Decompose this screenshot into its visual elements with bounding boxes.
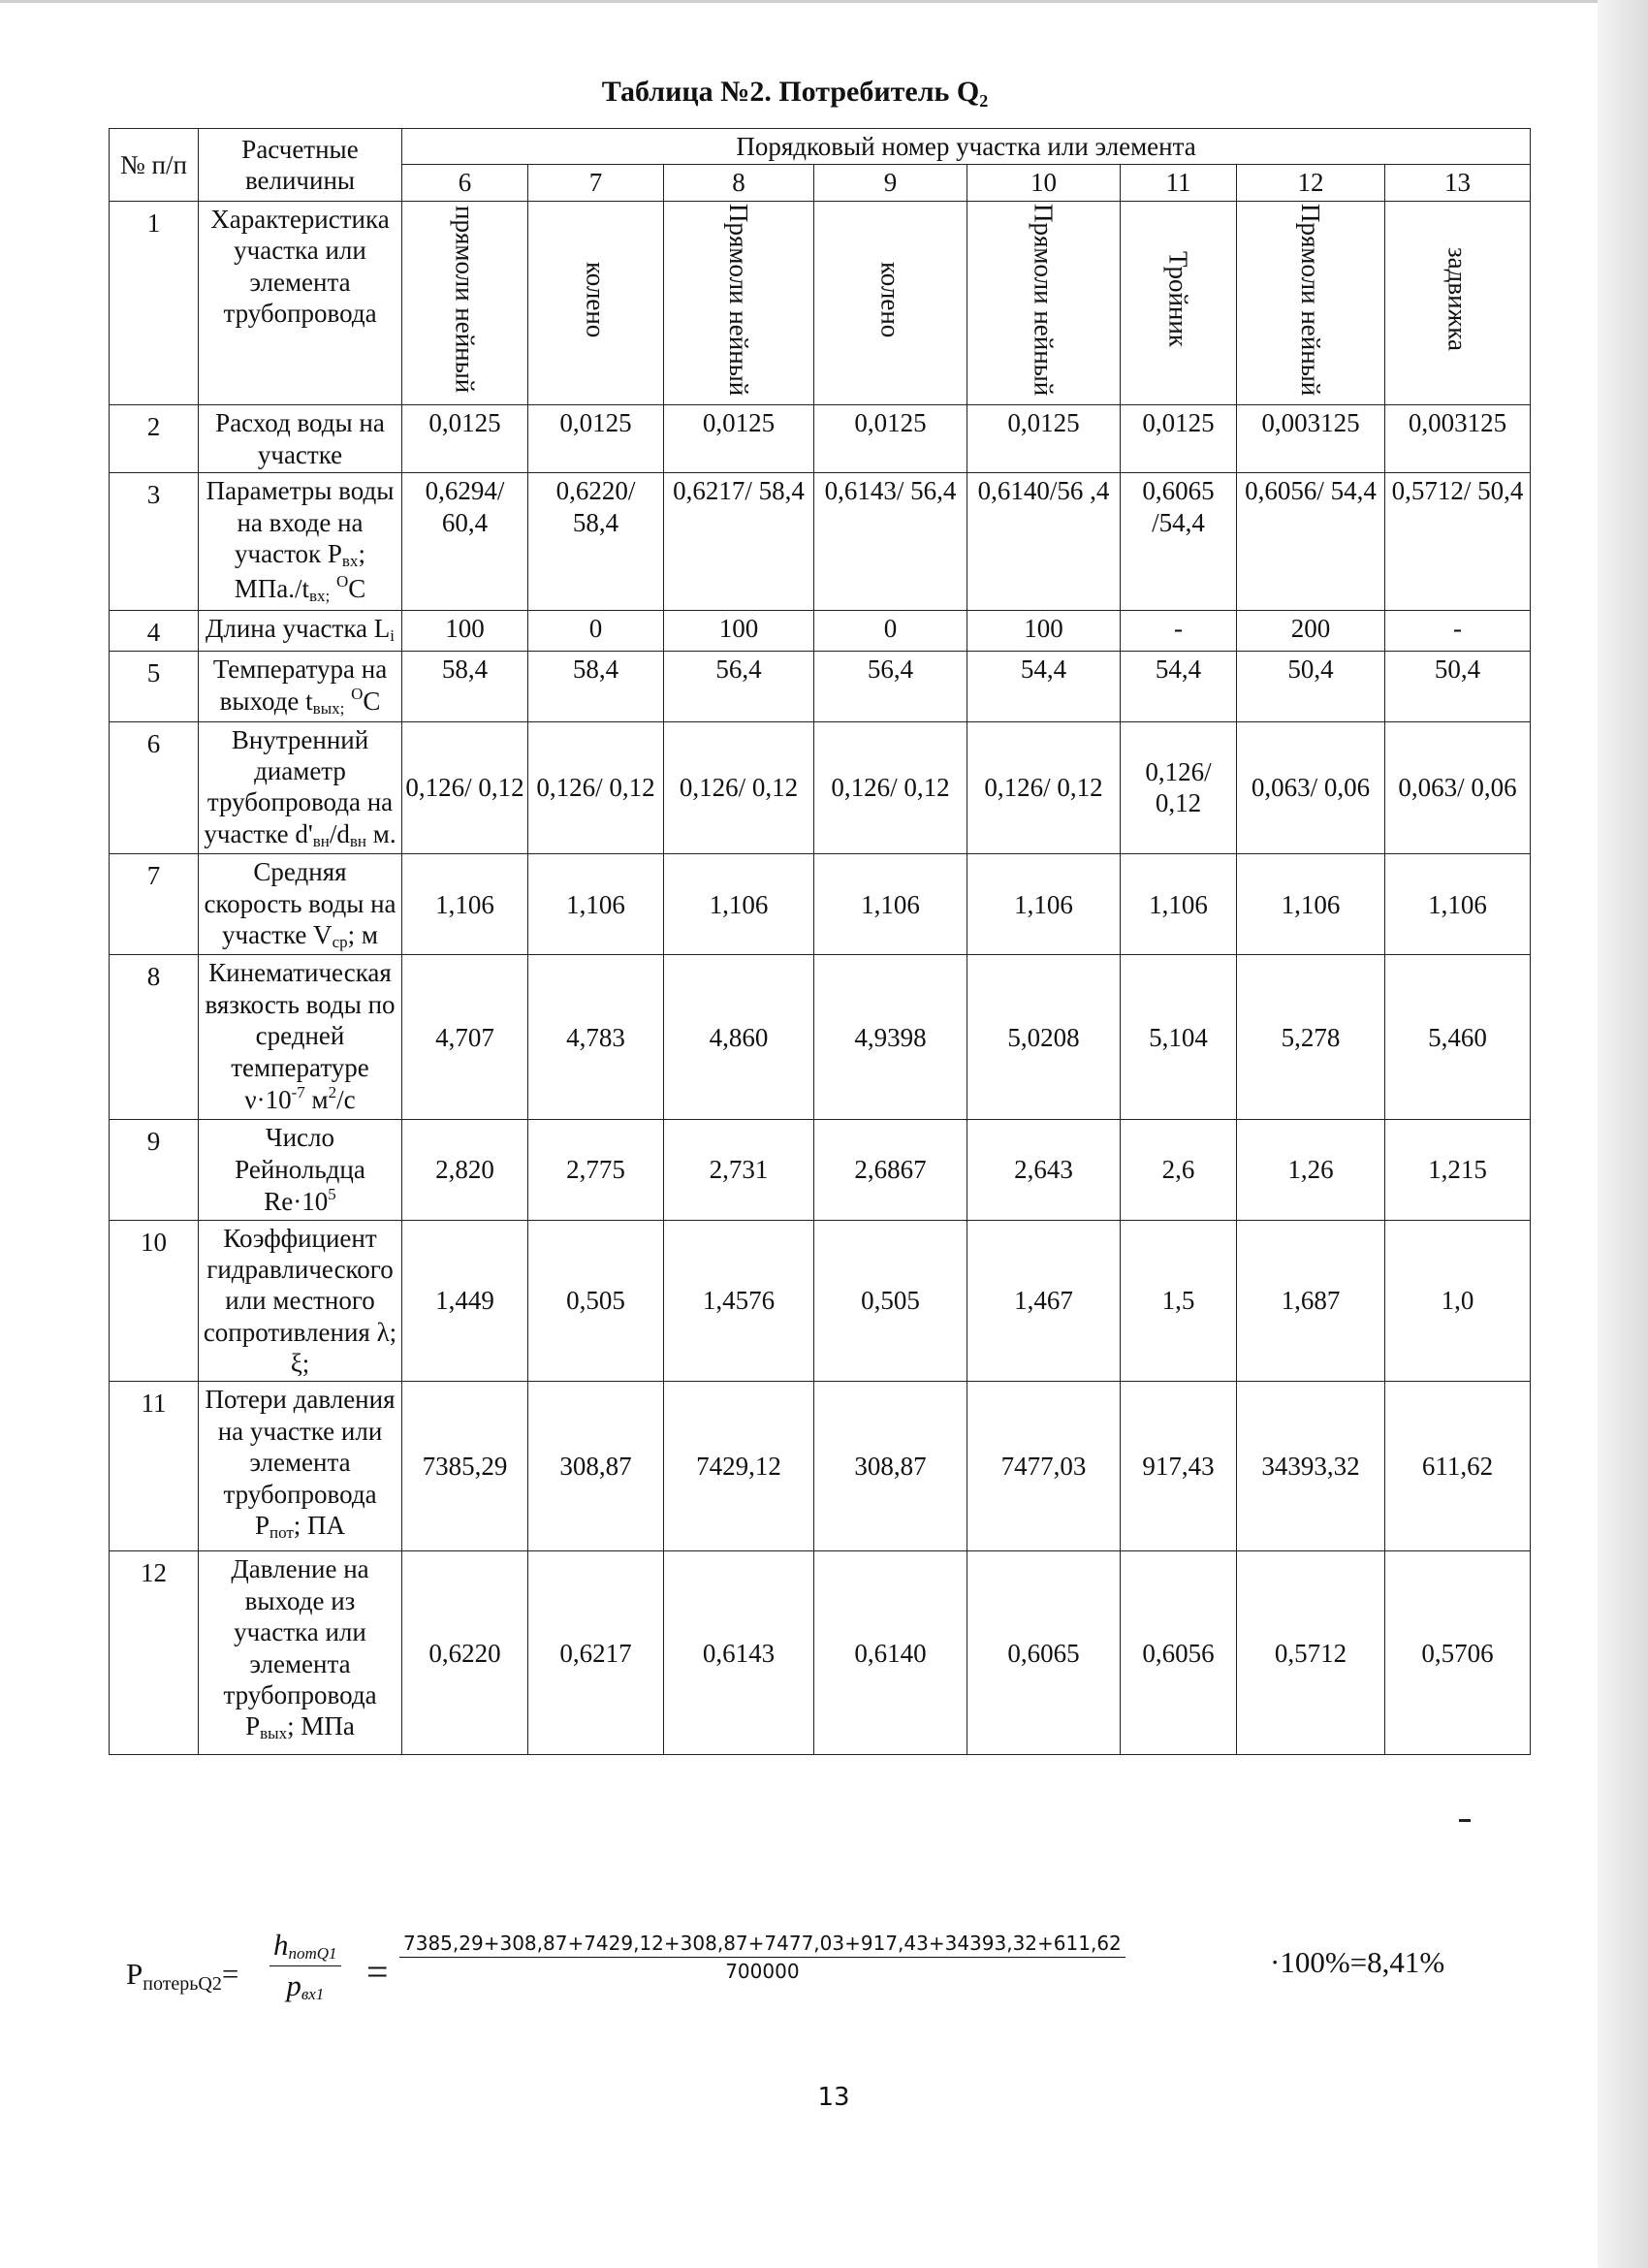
table-row bbox=[110, 1551, 1531, 1755]
label-part: Параметры воды на входе на участок P bbox=[206, 476, 395, 569]
value-cell: 0,063/ 0,06 bbox=[1385, 721, 1531, 854]
header-section: 8 bbox=[664, 165, 814, 201]
header-name: Расчетные величины bbox=[199, 129, 402, 202]
value-cell: 0,6143 bbox=[664, 1551, 814, 1755]
value-cell bbox=[528, 201, 664, 405]
value-cell: 0,126/ 0,12 bbox=[1121, 721, 1237, 854]
label-part: Внутренний диаметр трубопровода на участке d' bbox=[204, 724, 394, 848]
value-cell bbox=[1121, 201, 1237, 405]
formula-result: ·100%=8,41% bbox=[1270, 1945, 1445, 1979]
value-cell: 1,687 bbox=[1237, 1220, 1385, 1382]
value-cell: 1,106 bbox=[1385, 854, 1531, 955]
value-cell: 0,0125 bbox=[814, 405, 967, 473]
page-number: 13 bbox=[817, 2083, 850, 2112]
table-row bbox=[110, 651, 1531, 721]
table-row bbox=[110, 1382, 1531, 1551]
label-part: ср bbox=[332, 932, 348, 951]
formula-eq2: = bbox=[366, 1950, 389, 1994]
row-label bbox=[199, 1382, 402, 1551]
value-cell: 0,5712 bbox=[1237, 1551, 1385, 1755]
value-cell: 1,5 bbox=[1121, 1220, 1237, 1382]
value-cell: 0,5712/ 50,4 bbox=[1385, 473, 1531, 611]
value-cell: 7385,29 bbox=[402, 1382, 528, 1551]
value-cell: 4,860 bbox=[664, 955, 814, 1120]
value-cell: 0,6056 bbox=[1121, 1551, 1237, 1755]
label-part: ; МПа bbox=[287, 1711, 355, 1741]
table-row bbox=[110, 201, 1531, 405]
value-cell: 1,449 bbox=[402, 1220, 528, 1382]
element-type: Прямоли нейный bbox=[1029, 203, 1059, 397]
value-cell: 0,6143/ 56,4 bbox=[814, 473, 967, 611]
value-cell: 7429,12 bbox=[664, 1382, 814, 1551]
value-cell: 1,106 bbox=[1237, 854, 1385, 955]
label-part: 2 bbox=[328, 1082, 337, 1102]
value-cell: 0,6056/ 54,4 bbox=[1237, 473, 1385, 611]
value-cell: 50,4 bbox=[1385, 651, 1531, 721]
loss-formula bbox=[126, 1928, 1483, 2034]
formula-sum: 7385,29+308,87+7429,12+308,87+7477,03+917,43+34393,32+611,62 bbox=[399, 1932, 1125, 1958]
value-cell: 2,820 bbox=[402, 1120, 528, 1220]
value-cell: 0,505 bbox=[528, 1220, 664, 1382]
table-row bbox=[110, 854, 1531, 955]
row-number: 9 bbox=[110, 1120, 199, 1220]
value-cell: 0,505 bbox=[814, 1220, 967, 1382]
formula-eq1: = bbox=[221, 1957, 239, 1991]
label-part: C bbox=[363, 687, 381, 717]
value-cell: - bbox=[1121, 611, 1237, 651]
header-group: Порядковый номер участка или элемента bbox=[402, 129, 1531, 165]
value-cell: 1,106 bbox=[814, 854, 967, 955]
formula-p-den: $p_{вх1}$ bbox=[286, 1968, 325, 2003]
value-cell: 58,4 bbox=[528, 651, 664, 721]
value-cell: 34393,32 bbox=[1237, 1382, 1385, 1551]
value-cell: 0,063/ 0,06 bbox=[1237, 721, 1385, 854]
value-cell: 54,4 bbox=[967, 651, 1121, 721]
label-part: ; МПа./t bbox=[234, 539, 365, 603]
row-label bbox=[199, 721, 402, 854]
value-cell: 4,9398 bbox=[814, 955, 967, 1120]
label-part: вх bbox=[341, 552, 359, 571]
value-cell: 0,0125 bbox=[528, 405, 664, 473]
value-cell: 0,6065 bbox=[967, 1551, 1121, 1755]
value-cell: 0 bbox=[528, 611, 664, 651]
value-cell: 1,26 bbox=[1237, 1120, 1385, 1220]
value-cell: 5,0208 bbox=[967, 955, 1121, 1120]
table-row bbox=[110, 405, 1531, 473]
formula-denominator: 700000 bbox=[725, 1960, 800, 1983]
row-number: 4 bbox=[110, 611, 199, 651]
value-cell: 58,4 bbox=[402, 651, 528, 721]
value-cell bbox=[814, 201, 967, 405]
value-cell: 100 bbox=[402, 611, 528, 651]
value-cell: 50,4 bbox=[1237, 651, 1385, 721]
table-row bbox=[110, 1220, 1531, 1382]
table-row bbox=[110, 721, 1531, 854]
label-part: -7 bbox=[291, 1082, 305, 1102]
label-part: м. bbox=[366, 818, 396, 848]
element-type: задвижка bbox=[1442, 247, 1473, 352]
table-row bbox=[110, 611, 1531, 651]
row-number: 7 bbox=[110, 854, 199, 955]
row-number: 1 bbox=[110, 201, 199, 405]
formula-p-sub: потерьQ2 bbox=[143, 1973, 222, 1995]
label-part: Потери давления на участке или элемента трубопровода P bbox=[205, 1385, 396, 1541]
value-cell: 0,6140 bbox=[814, 1551, 967, 1755]
value-cell: 7477,03 bbox=[967, 1382, 1121, 1551]
value-cell: 0,6220/ 58,4 bbox=[528, 473, 664, 611]
value-cell: 0,6217 bbox=[528, 1551, 664, 1755]
scan-top-edge bbox=[0, 0, 1600, 3]
label-part: C bbox=[348, 573, 366, 603]
label-part: вн bbox=[312, 831, 330, 850]
row-label bbox=[199, 651, 402, 721]
value-cell: 200 bbox=[1237, 611, 1385, 651]
label-part: Температура на выходе t bbox=[212, 654, 388, 717]
label-part: ; м bbox=[347, 919, 378, 949]
value-cell: 917,43 bbox=[1121, 1382, 1237, 1551]
label-part: O bbox=[335, 571, 349, 591]
row-number: 6 bbox=[110, 721, 199, 854]
value-cell: 0,003125 bbox=[1385, 405, 1531, 473]
value-cell: 0,6140/56 ,4 bbox=[967, 473, 1121, 611]
value-cell: 56,4 bbox=[814, 651, 967, 721]
header-section: 12 bbox=[1237, 165, 1385, 201]
value-cell: 0 bbox=[814, 611, 967, 651]
label-part: 5 bbox=[328, 1185, 336, 1204]
value-cell: 0,0125 bbox=[402, 405, 528, 473]
value-cell: 308,87 bbox=[528, 1382, 664, 1551]
label-part: ; ПА bbox=[293, 1511, 346, 1541]
value-cell: 1,215 bbox=[1385, 1120, 1531, 1220]
value-cell: 4,783 bbox=[528, 955, 664, 1120]
element-type: прямоли нейный bbox=[450, 206, 480, 394]
value-cell bbox=[402, 201, 528, 405]
label-part: вх; bbox=[308, 586, 331, 605]
value-cell: 5,104 bbox=[1121, 955, 1237, 1120]
row-label bbox=[199, 473, 402, 611]
value-cell: 54,4 bbox=[1121, 651, 1237, 721]
value-cell: 100 bbox=[664, 611, 814, 651]
page-title: Таблица №2. Потребитель Q₂ bbox=[601, 76, 989, 108]
element-type: колено bbox=[875, 261, 905, 338]
row-number: 11 bbox=[110, 1382, 199, 1551]
row-label bbox=[199, 854, 402, 955]
value-cell: 0,0125 bbox=[1121, 405, 1237, 473]
row-number: 10 bbox=[110, 1220, 199, 1382]
value-cell: 1,4576 bbox=[664, 1220, 814, 1382]
table-row bbox=[110, 1120, 1531, 1220]
row-number: 8 bbox=[110, 955, 199, 1120]
value-cell: 2,6867 bbox=[814, 1120, 967, 1220]
value-cell: 0,6294/ 60,4 bbox=[402, 473, 528, 611]
row-number: 3 bbox=[110, 473, 199, 611]
value-cell: 0,5706 bbox=[1385, 1551, 1531, 1755]
value-cell: 2,643 bbox=[967, 1120, 1121, 1220]
row-label bbox=[199, 1551, 402, 1755]
table-row bbox=[110, 473, 1531, 611]
row-number: 5 bbox=[110, 651, 199, 721]
value-cell: 1,106 bbox=[528, 854, 664, 955]
value-cell: 0,126/ 0,12 bbox=[664, 721, 814, 854]
label-part: /с bbox=[336, 1084, 356, 1114]
value-cell: 2,6 bbox=[1121, 1120, 1237, 1220]
element-type: Тройник bbox=[1163, 251, 1193, 348]
value-cell: 0,6065 /54,4 bbox=[1121, 473, 1237, 611]
value-cell: 100 bbox=[967, 611, 1121, 651]
value-cell: 0,0125 bbox=[664, 405, 814, 473]
value-cell: 1,106 bbox=[1121, 854, 1237, 955]
formula-sum-fraction bbox=[399, 1932, 1125, 1983]
value-cell bbox=[1385, 201, 1531, 405]
value-cell: 0,126/ 0,12 bbox=[402, 721, 528, 854]
header-section: 13 bbox=[1385, 165, 1531, 201]
value-cell: 1,106 bbox=[402, 854, 528, 955]
value-cell: 2,731 bbox=[664, 1120, 814, 1220]
row-label: Коэффициент гидравлического или местного сопротивления λ; ξ; bbox=[199, 1220, 402, 1382]
element-type: Прямоли нейный bbox=[1296, 203, 1326, 397]
header-section: 7 bbox=[528, 165, 664, 201]
header-section: 11 bbox=[1121, 165, 1237, 201]
label-part: Кинематическая вязкость воды по средней температуре ν·10 bbox=[205, 958, 396, 1114]
row-number: 12 bbox=[110, 1551, 199, 1755]
table-header-row bbox=[110, 129, 1531, 165]
table-row bbox=[110, 955, 1531, 1120]
value-cell: 0,126/ 0,12 bbox=[967, 721, 1121, 854]
value-cell: 1,0 bbox=[1385, 1220, 1531, 1382]
label-part: Давление на выходе из участка или элемента трубопровода P bbox=[223, 1554, 377, 1741]
value-cell: 56,4 bbox=[664, 651, 814, 721]
element-type: Прямоли нейный bbox=[724, 203, 754, 397]
row-label bbox=[199, 955, 402, 1120]
value-cell: 308,87 bbox=[814, 1382, 967, 1551]
label-part: Число Рейнольдца Re·10 bbox=[235, 1123, 365, 1217]
value-cell bbox=[1237, 201, 1385, 405]
row-label bbox=[199, 1120, 402, 1220]
stray-mark bbox=[1459, 1819, 1471, 1822]
label-part: вых bbox=[260, 1724, 288, 1743]
formula-h-over-p bbox=[269, 1928, 341, 2004]
value-cell: 0,6217/ 58,4 bbox=[664, 473, 814, 611]
value-cell bbox=[664, 201, 814, 405]
label-part: O bbox=[351, 685, 364, 704]
value-cell: 0,003125 bbox=[1237, 405, 1385, 473]
scan-right-edge bbox=[1598, 0, 1648, 2268]
value-cell: - bbox=[1385, 611, 1531, 651]
value-cell: 1,106 bbox=[664, 854, 814, 955]
header-section: 10 bbox=[967, 165, 1121, 201]
label-part: м bbox=[304, 1084, 329, 1114]
value-cell: 5,460 bbox=[1385, 955, 1531, 1120]
value-cell: 0,6220 bbox=[402, 1551, 528, 1755]
formula-h: $h_{потQ1}$ bbox=[269, 1928, 341, 1966]
value-cell: 4,707 bbox=[402, 955, 528, 1120]
value-cell: 1,106 bbox=[967, 854, 1121, 955]
row-label: Характеристика участка или элемента трубопровода bbox=[199, 201, 402, 405]
value-cell: 5,278 bbox=[1237, 955, 1385, 1120]
label-part: вых; bbox=[312, 699, 345, 719]
header-section: 6 bbox=[402, 165, 528, 201]
header-section: 9 bbox=[814, 165, 967, 201]
row-label bbox=[199, 611, 402, 651]
label-part: пот bbox=[269, 1523, 294, 1543]
value-cell: 0,126/ 0,12 bbox=[814, 721, 967, 854]
value-cell: 0,0125 bbox=[967, 405, 1121, 473]
label-part: /d bbox=[329, 818, 350, 848]
calculation-table bbox=[109, 128, 1531, 1755]
formula-lhs bbox=[126, 1957, 238, 1996]
value-cell: 611,62 bbox=[1385, 1382, 1531, 1551]
element-type: колено bbox=[581, 261, 611, 338]
label-part bbox=[330, 574, 336, 603]
value-cell: 2,775 bbox=[528, 1120, 664, 1220]
label-part: i bbox=[390, 626, 396, 646]
formula-p: P bbox=[126, 1957, 143, 1991]
label-part: вн bbox=[349, 831, 367, 850]
label-part: Длина участка L bbox=[205, 614, 391, 644]
row-label: Расход воды на участке bbox=[199, 405, 402, 473]
header-num: № п/п bbox=[110, 129, 199, 202]
value-cell: 1,467 bbox=[967, 1220, 1121, 1382]
label-part: Средняя скорость воды на участке V bbox=[204, 857, 396, 949]
value-cell: 0,126/ 0,12 bbox=[528, 721, 664, 854]
value-cell bbox=[967, 201, 1121, 405]
row-number: 2 bbox=[110, 405, 199, 473]
